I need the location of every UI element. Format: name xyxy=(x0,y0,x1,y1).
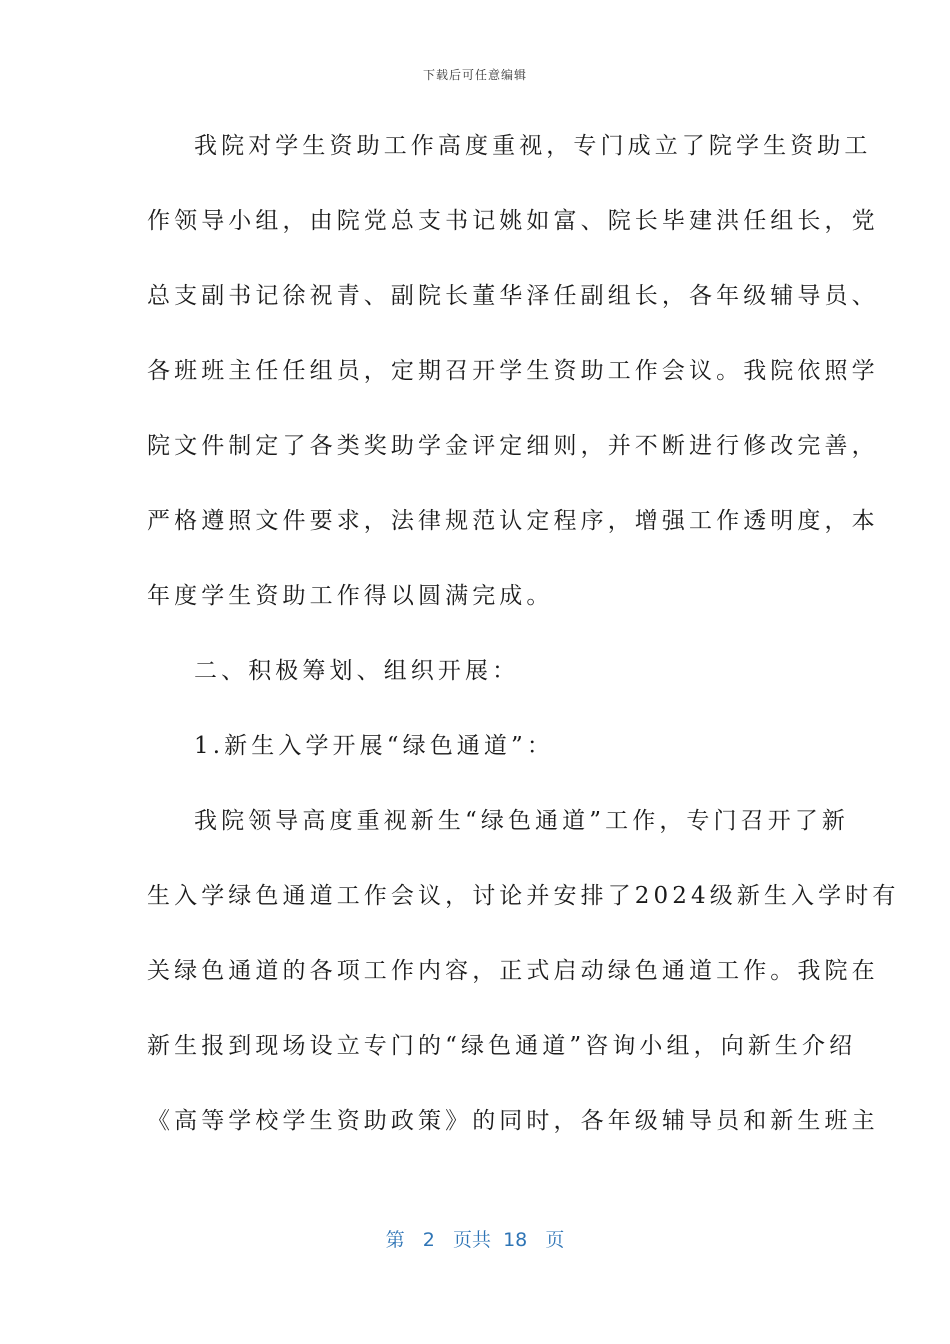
paragraph-line: 我院领导高度重视新生“绿色通道”工作，专门召开了新 xyxy=(194,808,850,834)
paragraph-line: 作领导小组，由院党总支书记姚如富、院长毕建洪任组长，党 xyxy=(147,208,879,234)
section-heading: 二、积极筹划、组织开展： xyxy=(194,658,520,684)
paragraph-line: 院文件制定了各类奖助学金评定细则，并不断进行修改完善， xyxy=(147,433,879,459)
header-note: 下载后可任意编辑 xyxy=(422,68,527,82)
paragraph-line: 严格遵照文件要求，法律规范认定程序，增强工作透明度，本 xyxy=(147,508,879,534)
paragraph-line: 新生报到现场设立专门的“绿色通道”咨询小组，向新生介绍 xyxy=(147,1033,857,1059)
paragraph-line: 关绿色通道的各项工作内容，正式启动绿色通道工作。我院在 xyxy=(147,958,879,984)
paragraph-line: 我院对学生资助工作高度重视，专门成立了院学生资助工 xyxy=(194,133,872,159)
subsection-heading: 1.新生入学开展“绿色通道”： xyxy=(194,733,554,759)
current-page-number: 2 xyxy=(422,1229,435,1251)
paragraph-line: 各班班主任任组员，定期召开学生资助工作会议。我院依照学 xyxy=(147,358,879,384)
total-pages-number: 18 xyxy=(503,1229,528,1251)
paragraph-line: 生入学绿色通道工作会议，讨论并安排了2024级新生入学时有 xyxy=(147,883,900,909)
document-body xyxy=(147,120,900,1170)
paragraph-line: 总支副书记徐祝青、副院长董华泽任副组长，各年级辅导员、 xyxy=(147,283,879,309)
footer-suffix: 页 xyxy=(545,1229,565,1251)
paragraph-line: 《高等学校学生资助政策》的同时，各年级辅导员和新生班主 xyxy=(147,1108,879,1134)
footer-prefix: 第 xyxy=(385,1229,405,1251)
paragraph-line: 年度学生资助工作得以圆满完成。 xyxy=(147,583,554,609)
footer-middle: 页共 xyxy=(452,1229,491,1251)
page-footer xyxy=(0,1225,950,1252)
